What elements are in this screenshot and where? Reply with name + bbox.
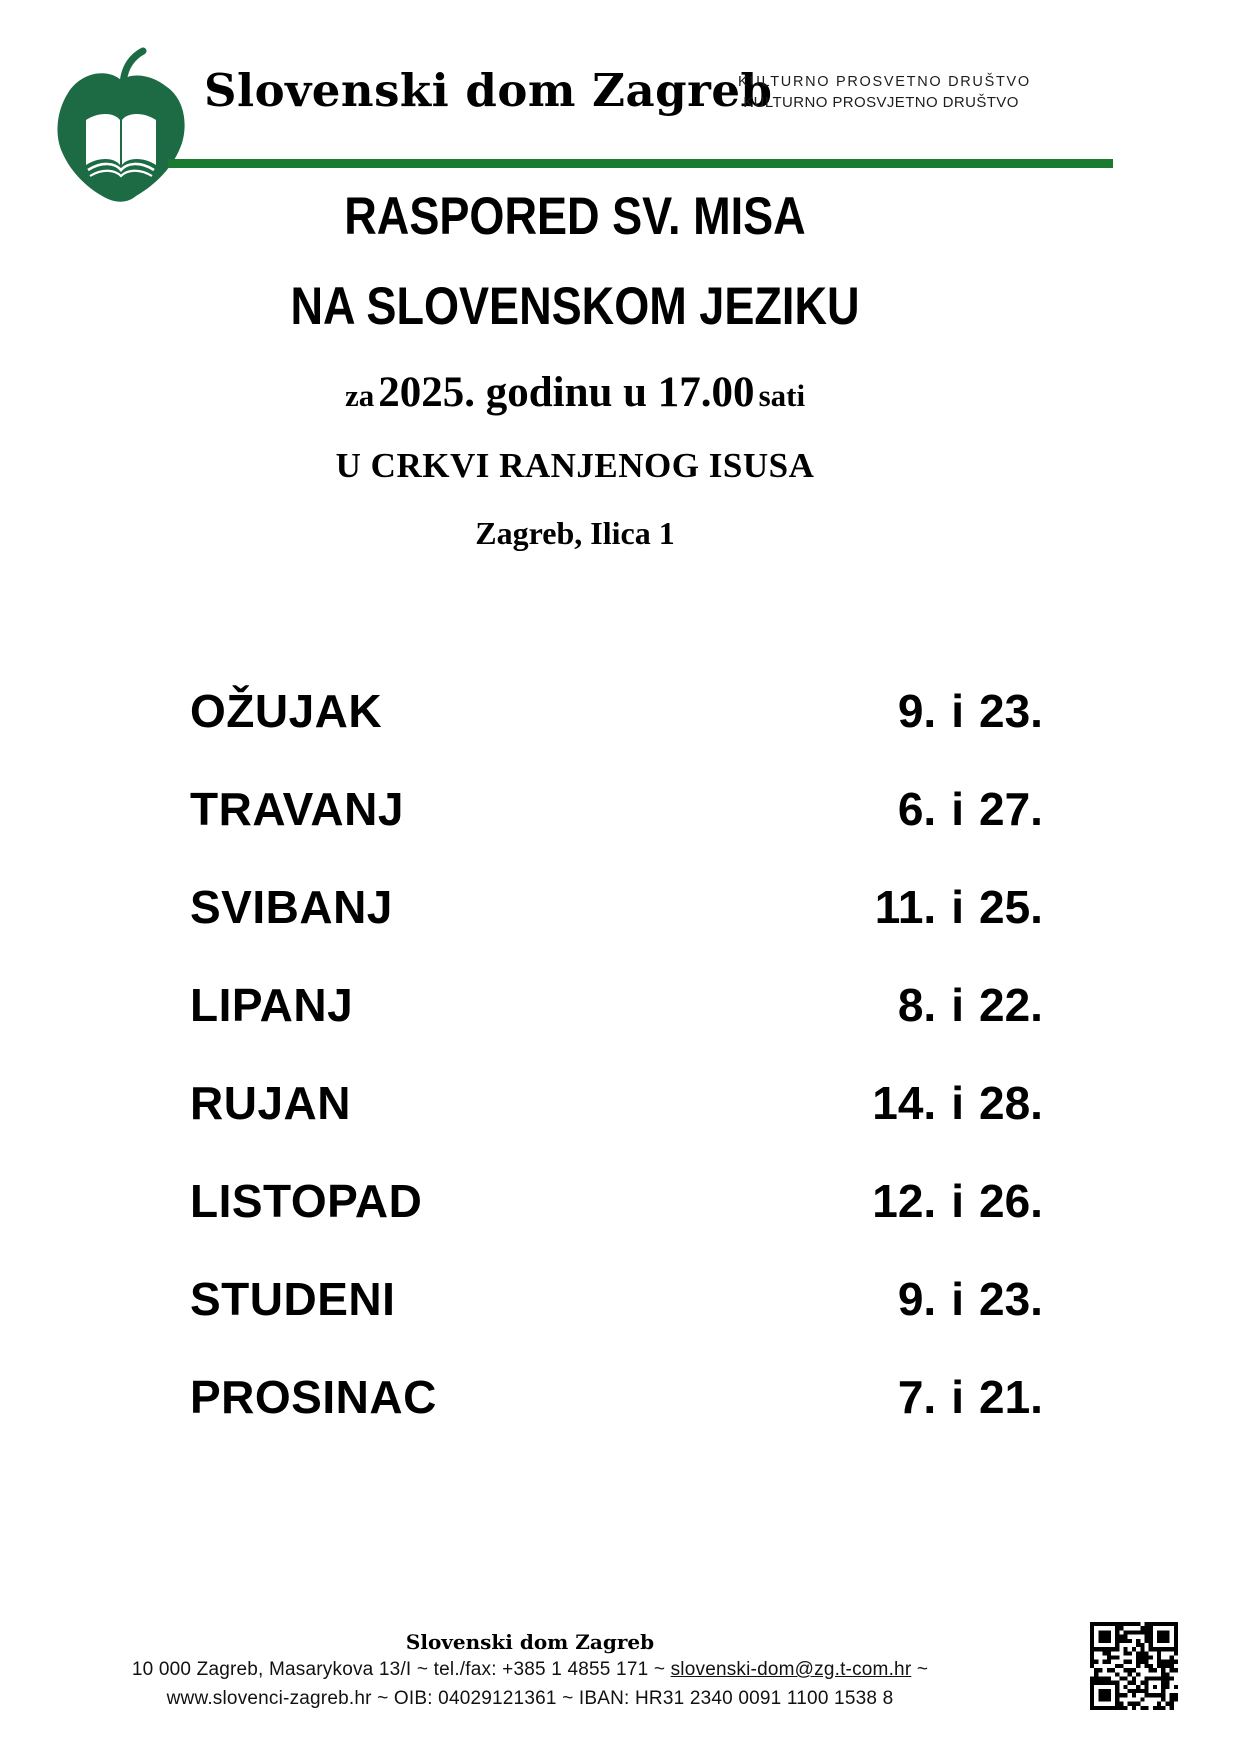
schedule-row [190,760,1075,858]
month-label: SVIBANJ [190,881,393,933]
date-conjunction: i [951,1175,964,1227]
footer-address-phone: 10 000 Zagreb, Masarykova 13/I ~ tel./fax: +385 1 4855 171 ~ [131,1659,671,1680]
date-first: 9. [897,1273,937,1325]
footer-line1-tail: ~ [911,1659,929,1680]
dates-cell [860,1370,1075,1424]
header-divider-rule [168,159,1113,168]
dates-cell [860,880,1075,934]
date-second: 28. [979,1077,1043,1129]
society-name-croatian: KULTURNO PROSVJETNO DRUŠTVO [743,94,1019,111]
schedule-row [190,1348,1075,1446]
dates-cell [860,978,1075,1032]
schedule-subtitle [0,368,1150,417]
email-link[interactable]: slovenski-dom@zg.t-com.hr [670,1659,912,1680]
date-second: 21. [979,1371,1043,1423]
date-first: 11. [874,881,937,933]
dates-cell [860,782,1075,836]
date-first: 9. [897,685,937,737]
schedule-row [190,956,1075,1054]
date-second: 22. [979,979,1043,1031]
date-first: 6. [897,783,937,835]
subtitle-prefix: za [344,378,375,413]
subtitle-main: 2025. godinu u 17.00 [378,369,755,416]
church-address: Zagreb, Ilica 1 [475,515,675,551]
date-conjunction: i [951,881,964,933]
date-first: 8. [897,979,937,1031]
dates-cell [860,1174,1075,1228]
mass-schedule-table [190,662,1075,1446]
month-label: TRAVANJ [190,783,404,835]
schedule-row [190,662,1075,760]
date-second: 26. [979,1175,1043,1227]
society-name-slovene: KULTURNO PROSVETNO DRUŠTVO [738,74,1031,90]
schedule-row [190,1054,1075,1152]
dates-cell [860,1076,1075,1130]
schedule-title-line-1: RASPORED SV. MISA [344,187,806,246]
month-label: OŽUJAK [190,685,383,737]
date-first: 12. [872,1175,937,1227]
date-first: 7. [897,1371,937,1423]
society-names [738,74,1031,111]
footer-contact-line-1 [0,1659,1060,1681]
date-second: 25. [979,881,1043,933]
date-second: 23. [979,685,1043,737]
date-conjunction: i [951,979,964,1031]
footer-contact-line-2: www.slovenci-zagreb.hr ~ OIB: 04029121361 ~ IBAN: HR31 2340 0091 1100 1538 8 [166,1688,894,1709]
dates-cell [860,1272,1075,1326]
month-label: PROSINAC [190,1371,437,1423]
month-label: STUDENI [190,1273,396,1325]
org-title: Slovenski dom Zagreb [204,64,773,117]
linden-leaf-book-logo-icon [45,46,197,208]
month-label: RUJAN [190,1077,351,1129]
dates-cell [860,684,1075,738]
date-conjunction: i [951,1273,964,1325]
subtitle-suffix: sati [758,378,806,413]
schedule-row [190,858,1075,956]
date-conjunction: i [951,1371,964,1423]
schedule-title-line-2: NA SLOVENSKOM JEZIKU [290,277,860,336]
date-conjunction: i [951,685,964,737]
month-label: LISTOPAD [190,1175,423,1227]
date-first: 14. [872,1077,937,1129]
date-second: 23. [979,1273,1043,1325]
date-conjunction: i [951,783,964,835]
qr-code-icon [1090,1622,1178,1710]
church-name: U CRKVI RANJENOG ISUSA [335,446,815,485]
date-second: 27. [979,783,1043,835]
date-conjunction: i [951,1077,964,1129]
schedule-row [190,1152,1075,1250]
schedule-row [190,1250,1075,1348]
month-label: LIPANJ [190,979,354,1031]
footer-org-name: Slovenski dom Zagreb [405,1630,655,1654]
